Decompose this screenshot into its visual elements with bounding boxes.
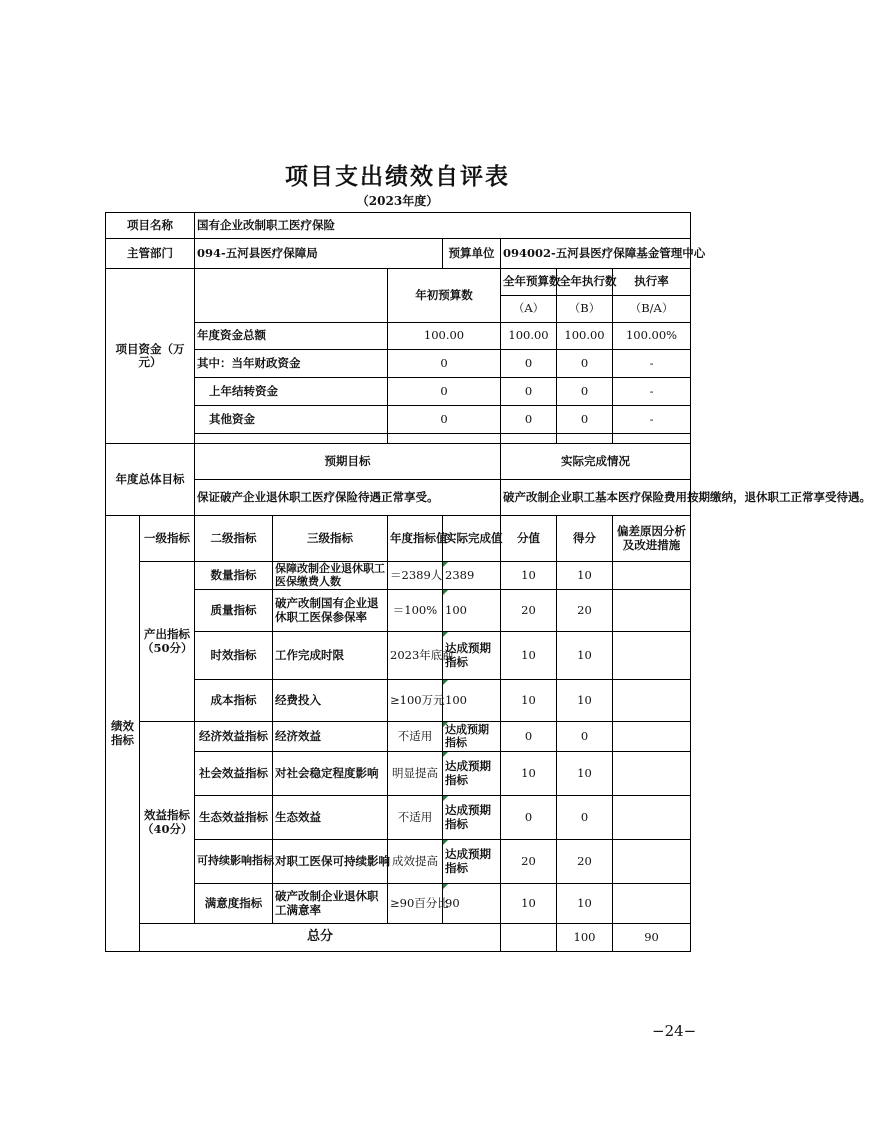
indicator-target: ≥100万元 <box>388 680 443 722</box>
indicator-analysis <box>613 884 691 924</box>
department-row <box>106 239 691 269</box>
fund-exec: 100.00 <box>557 323 613 350</box>
project-name-label: 项目名称 <box>106 213 195 239</box>
indicator-got: 10 <box>557 752 613 796</box>
actual-result-text: 破产改制企业职工基本医疗保险费用按期缴纳，退休职工正常享受待遇。 <box>501 480 691 516</box>
total-label: 总分 <box>140 924 501 952</box>
indicator-level3: 经费投入 <box>273 680 388 722</box>
header-target: 年度指标值 <box>388 516 443 562</box>
indicator-analysis <box>613 590 691 632</box>
benefit-group-label: 效益指标（40分） <box>140 722 195 924</box>
indicator-level3: 工作完成时限 <box>273 632 388 680</box>
page-title: 项目支出绩效自评表 <box>285 163 510 190</box>
indicator-analysis <box>613 632 691 680</box>
funds-header-row-1 <box>106 269 691 296</box>
indicator-actual: 达成预期指标 <box>443 796 501 840</box>
indicator-level2: 经济效益指标 <box>195 722 273 752</box>
indicator-target: 不适用 <box>388 796 443 840</box>
indicator-got: 10 <box>557 680 613 722</box>
goals-header-row <box>106 444 691 480</box>
indicator-full: 20 <box>501 840 557 884</box>
expected-goal-text: 保证破产企业退休职工医疗保险待遇正常享受。 <box>195 480 501 516</box>
indicator-actual: 达成预期指标 <box>443 722 501 752</box>
indicator-target: ≥90百分比 <box>388 884 443 924</box>
header-actual: 实际完成值 <box>443 516 501 562</box>
fund-initial: 0 <box>388 350 501 378</box>
indicator-full: 0 <box>501 796 557 840</box>
budget-unit-value: 094002-五河县医疗保障基金管理中心 <box>501 239 691 269</box>
performance-table <box>105 212 871 952</box>
indicator-full: 10 <box>501 752 557 796</box>
indicator-level3: 生态效益 <box>273 796 388 840</box>
fund-rate: - <box>613 350 691 378</box>
header-score-full: 分值 <box>501 516 557 562</box>
fund-initial: 0 <box>388 378 501 406</box>
fund-annual: 100.00 <box>501 323 557 350</box>
total-row <box>106 924 691 952</box>
col-exec-rate-code: （B/A） <box>613 296 691 323</box>
total-score-full: 100 <box>557 924 613 952</box>
indicator-full: 10 <box>501 562 557 590</box>
page-number: −24− <box>652 1022 697 1040</box>
total-score-got: 90 <box>613 924 691 952</box>
col-initial-budget: 年初预算数 <box>388 269 501 323</box>
indicator-analysis <box>613 752 691 796</box>
indicator-got: 10 <box>557 632 613 680</box>
indicator-analysis <box>613 680 691 722</box>
indicator-level3: 对社会稳定程度影响 <box>273 752 388 796</box>
indicator-level2: 满意度指标 <box>195 884 273 924</box>
col-annual-exec-code: （B） <box>557 296 613 323</box>
indicator-analysis <box>613 796 691 840</box>
indicator-level3: 破产改制企业退休职工满意率 <box>273 884 388 924</box>
indicator-row <box>106 562 691 590</box>
indicator-level3: 保障改制企业退休职工医保缴费人数 <box>273 562 388 590</box>
fund-exec: 0 <box>557 406 613 434</box>
goals-section-label: 年度总体目标 <box>106 444 195 516</box>
indicator-full: 20 <box>501 590 557 632</box>
budget-unit-label: 预算单位 <box>443 239 501 269</box>
col-exec-rate: 执行率 <box>613 269 691 296</box>
fund-annual: 0 <box>501 378 557 406</box>
total-blank <box>501 924 557 952</box>
indicator-target: 2023年底前 <box>388 632 443 680</box>
indicator-got: 0 <box>557 796 613 840</box>
indicator-level2: 生态效益指标 <box>195 796 273 840</box>
output-group-label: 产出指标（50分） <box>140 562 195 722</box>
indicator-got: 20 <box>557 840 613 884</box>
indicator-level3: 破产改制国有企业退休职工医保参保率 <box>273 590 388 632</box>
indicator-full: 10 <box>501 884 557 924</box>
indicator-full: 0 <box>501 722 557 752</box>
indicator-row <box>106 722 691 752</box>
indicator-full: 10 <box>501 632 557 680</box>
fund-annual: 0 <box>501 406 557 434</box>
fund-rate: 100.00% <box>613 323 691 350</box>
project-name-value: 国有企业改制职工医疗保险 <box>195 213 691 239</box>
expected-goal-header: 预期目标 <box>195 444 501 480</box>
indicator-level2: 成本指标 <box>195 680 273 722</box>
fund-row-label: 上年结转资金 <box>195 378 388 406</box>
header-level1: 一级指标 <box>140 516 195 562</box>
indicator-actual: 2389 <box>443 562 501 590</box>
indicator-level2: 质量指标 <box>195 590 273 632</box>
indicator-analysis <box>613 840 691 884</box>
funds-section-label: 项目资金（万元） <box>106 269 195 444</box>
col-annual-budget: 全年预算数 <box>501 269 557 296</box>
indicator-actual: 达成预期指标 <box>443 840 501 884</box>
fund-row-label: 其他资金 <box>195 406 388 434</box>
header-level2: 二级指标 <box>195 516 273 562</box>
fund-exec: 0 <box>557 350 613 378</box>
indicator-actual: 100 <box>443 680 501 722</box>
indicator-header-row <box>106 516 691 562</box>
indicator-level2: 可持续影响指标 <box>195 840 273 884</box>
project-name-row <box>106 213 691 239</box>
indicator-actual: 达成预期指标 <box>443 632 501 680</box>
indicator-target: ＝100% <box>388 590 443 632</box>
department-label: 主管部门 <box>106 239 195 269</box>
indicator-got: 10 <box>557 562 613 590</box>
indicators-section-label: 绩效指标 <box>106 516 140 952</box>
indicator-actual: 达成预期指标 <box>443 752 501 796</box>
fund-initial: 100.00 <box>388 323 501 350</box>
fund-rate: - <box>613 406 691 434</box>
indicator-target: 不适用 <box>388 722 443 752</box>
indicator-actual: 100 <box>443 590 501 632</box>
indicator-level2: 社会效益指标 <box>195 752 273 796</box>
col-annual-budget-code: （A） <box>501 296 557 323</box>
indicator-got: 10 <box>557 884 613 924</box>
indicator-level2: 时效指标 <box>195 632 273 680</box>
fund-initial: 0 <box>388 406 501 434</box>
indicator-level2: 数量指标 <box>195 562 273 590</box>
fund-exec: 0 <box>557 378 613 406</box>
indicator-analysis <box>613 562 691 590</box>
funds-header-blank <box>195 269 388 323</box>
indicator-level3: 经济效益 <box>273 722 388 752</box>
header-score-got: 得分 <box>557 516 613 562</box>
fund-rate: - <box>613 378 691 406</box>
fund-row-label: 年度资金总额 <box>195 323 388 350</box>
indicator-target: 明显提高 <box>388 752 443 796</box>
indicator-target: 成效提高 <box>388 840 443 884</box>
indicator-target: ＝2389人 <box>388 562 443 590</box>
indicator-got: 20 <box>557 590 613 632</box>
report-year: （2023年度） <box>356 194 439 208</box>
header-analysis: 偏差原因分析及改进措施 <box>613 516 691 562</box>
fund-annual: 0 <box>501 350 557 378</box>
fund-row-label: 其中：当年财政资金 <box>195 350 388 378</box>
actual-result-header: 实际完成情况 <box>501 444 691 480</box>
indicator-actual: 90 <box>443 884 501 924</box>
indicator-analysis <box>613 722 691 752</box>
indicator-level3: 对职工医保可持续影响 <box>273 840 388 884</box>
col-annual-exec: 全年执行数 <box>557 269 613 296</box>
indicator-got: 0 <box>557 722 613 752</box>
department-value: 094-五河县医疗保障局 <box>195 239 443 269</box>
header-level3: 三级指标 <box>273 516 388 562</box>
indicator-full: 10 <box>501 680 557 722</box>
